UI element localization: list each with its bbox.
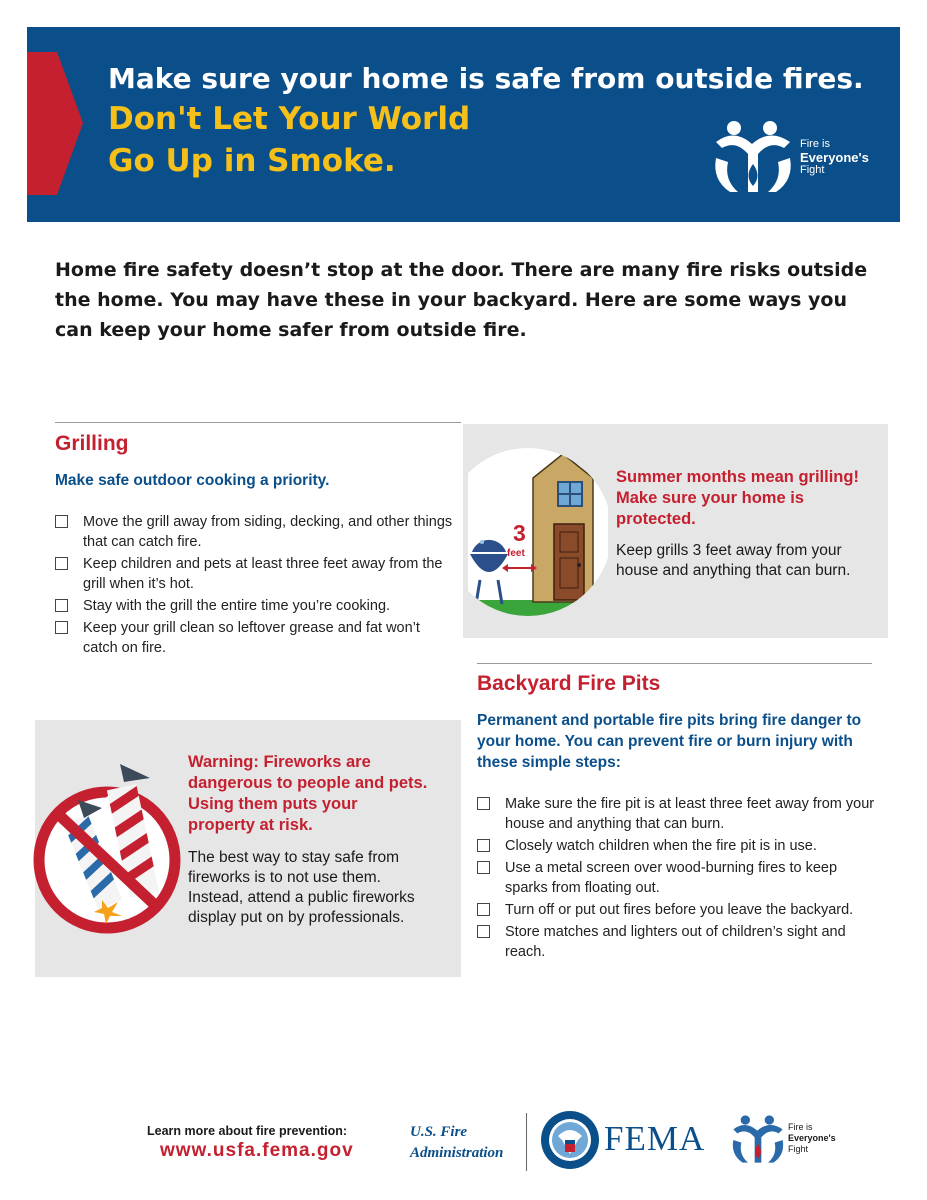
house-grill-illustration (468, 440, 608, 620)
dhs-seal-icon (540, 1110, 600, 1170)
firepits-heading: Backyard Fire Pits (477, 672, 661, 695)
checkbox-icon (477, 861, 490, 874)
logo-text-line-1: Fire is (800, 138, 830, 150)
header-headline: Make sure your home is safe from outside fires. (108, 62, 864, 95)
grilling-divider (55, 422, 461, 423)
header-tagline-2: Go Up in Smoke. (108, 143, 396, 179)
logo-text-line-3: Fight (800, 164, 825, 176)
usfa-wordmark (410, 1122, 503, 1164)
list-item: Use a metal screen over wood-burning fires to keep sparks from floating out. (477, 858, 877, 898)
grilling-heading: Grilling (55, 432, 129, 455)
footer-logo-line-3: Fight (788, 1144, 809, 1154)
list-item: Closely watch children when the fire pit is in use. (477, 836, 877, 856)
firepits-subtitle: Permanent and portable fire pits bring fire danger to your home. You can prevent fire or burn injury with these simple steps: (477, 712, 862, 771)
list-item: Move the grill away from siding, decking, and other things that can catch fire. (55, 512, 455, 552)
footer-learn-more: Learn more about fire prevention: (147, 1124, 348, 1138)
list-item: Keep children and pets at least three feet away from the grill when it’s hot. (55, 554, 455, 594)
no-fireworks-icon (32, 744, 182, 940)
checkbox-icon (55, 557, 68, 570)
distance-number: 3 (513, 520, 526, 546)
footer-divider (526, 1113, 527, 1171)
fireworks-panel-title: Warning: Fireworks are dangerous to people and pets. Using them puts your property at risk. (188, 753, 428, 834)
footer-website-link[interactable]: www.usfa.fema.gov (160, 1140, 354, 1161)
distance-unit: feet (507, 548, 525, 559)
list-item: Store matches and lighters out of children’s sight and reach. (477, 922, 877, 962)
fireworks-panel-body: The best way to stay safe from fireworks is to not use them. Instead, attend a public fireworks display put on by professionals. (188, 849, 415, 926)
grill-panel-title: Summer months mean grilling! Make sure your home is protected. (616, 468, 859, 528)
checkbox-icon (477, 797, 490, 810)
usfa-line-2: Administration (410, 1145, 504, 1161)
banner-arrow-icon (27, 52, 83, 195)
family-flame-icon (728, 1112, 788, 1168)
intro-paragraph: Home fire safety doesn’t stop at the door. There are many fire risks outside the home. You may have these in your backyard. Here are some ways you can keep your home safer from outside fire. (55, 259, 868, 341)
logo-text-line-2: Everyone's (800, 150, 869, 165)
grill-panel-body: Keep grills 3 feet away from your house and anything that can burn. (616, 542, 851, 579)
fire-is-everyones-fight-logo (708, 118, 878, 198)
checkbox-icon (477, 903, 490, 916)
footer-logo-line-1: Fire is (788, 1122, 813, 1132)
checkbox-icon (55, 621, 68, 634)
checkbox-icon (55, 515, 68, 528)
firepits-divider (477, 663, 872, 664)
grilling-subtitle: Make safe outdoor cooking a priority. (55, 472, 330, 489)
footer-fire-is-everyones-fight-logo (728, 1112, 848, 1172)
list-item: Keep your grill clean so leftover grease and fat won’t catch on fire. (55, 618, 455, 658)
header-tagline-1: Don't Let Your World (108, 101, 471, 137)
usfa-line-1: U.S. Fire (410, 1124, 468, 1140)
checkbox-icon (477, 839, 490, 852)
checkbox-icon (477, 925, 490, 938)
grilling-checklist (55, 512, 455, 660)
checkbox-icon (55, 599, 68, 612)
firepits-checklist (477, 794, 877, 964)
footer-logo-line-2: Everyone's (788, 1133, 836, 1143)
fema-wordmark: FEMA (604, 1119, 706, 1158)
list-item: Turn off or put out fires before you leave the backyard. (477, 900, 877, 920)
list-item: Stay with the grill the entire time you’re cooking. (55, 596, 455, 616)
family-flame-icon (708, 118, 798, 198)
list-item: Make sure the fire pit is at least three feet away from your house and anything that can burn. (477, 794, 877, 834)
